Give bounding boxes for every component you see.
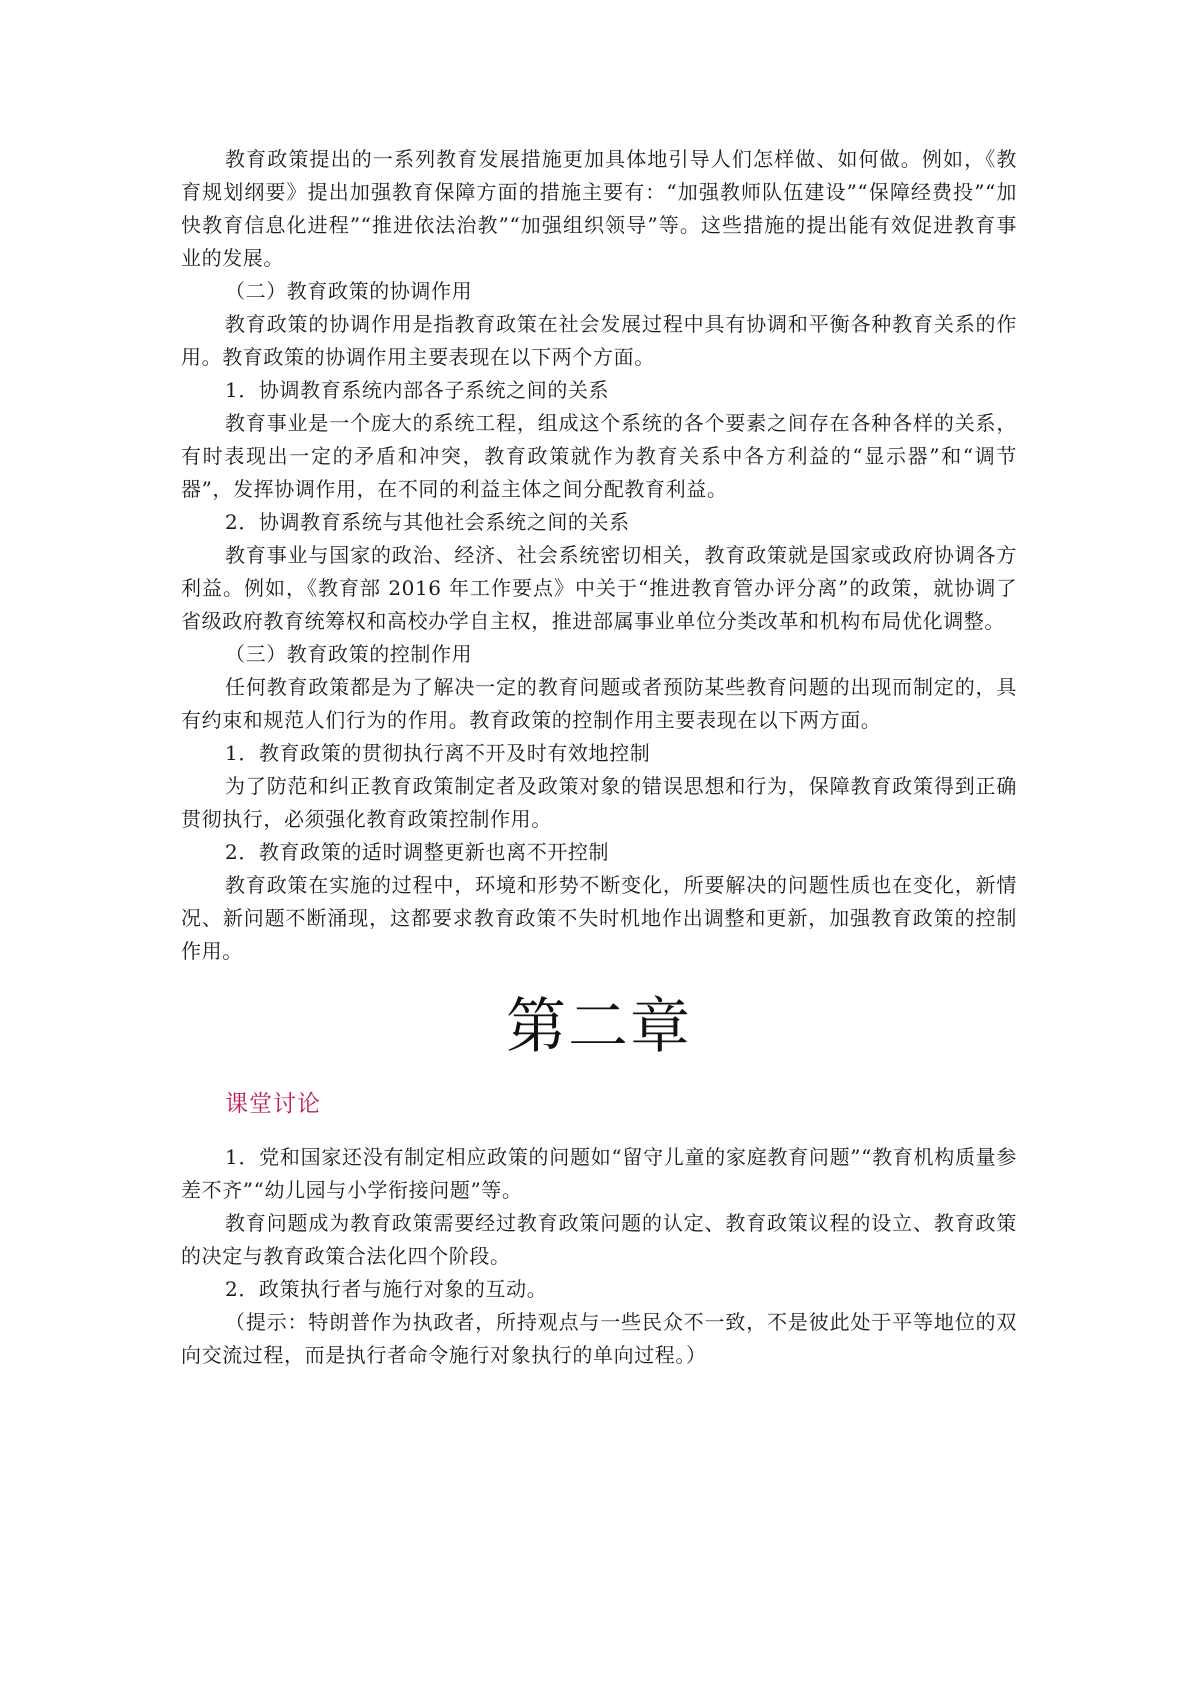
discussion-title: 课堂讨论	[225, 1091, 321, 1117]
heading-external-coordination: 2．协调教育系统与其他社会系统之间的关系	[225, 510, 630, 534]
paragraph-control-role: 任何教育政策都是为了解决一定的教育问题或者预防某些教育问题的出现而制定的，具有约束和规范人们行为的作用。教育政策的控制作用主要表现在以下两方面。	[181, 675, 1017, 732]
heading-adjustment-control: 2．教育政策的适时调整更新也离不开控制	[225, 840, 610, 864]
heading-control-role: （三）教育政策的控制作用	[225, 642, 473, 666]
heading-internal-coordination: 1．协调教育系统内部各子系统之间的关系	[225, 378, 610, 402]
chapter-title: 第二章	[506, 992, 692, 1062]
paragraph-external-coordination: 教育事业与国家的政治、经济、社会系统密切相关，教育政策就是国家或政府协调各方利益。例如，《教育部 2016 年工作要点》中关于“推进教育管办评分离”的政策，就协调了省级政府教育统筹权和高校办学自主权，推进部属事业单位分类改革和机构布局优化调整。	[181, 543, 1017, 633]
paragraph-coordination-role: 教育政策的协调作用是指教育政策在社会发展过程中具有协调和平衡各种教育关系的作用。教育政策的协调作用主要表现在以下两个方面。	[181, 312, 1017, 369]
discussion-item-1: 1．党和国家还没有制定相应政策的问题如“留守儿童的家庭教育问题”“教育机构质量参差不齐”“幼儿园与小学衔接问题”等。	[181, 1145, 1017, 1202]
paragraph-measures-intro: 教育政策提出的一系列教育发展措施更加具体地引导人们怎样做、如何做。例如，《教育规划纲要》提出加强教育保障方面的措施主要有：“加强教师队伍建设”“保障经费投”“加快教育信息化进程”“推进依法治教”“加强组织领导”等。这些措施的提出能有效促进教育事业的发展。	[181, 147, 1017, 270]
paragraph-implementation-control: 为了防范和纠正教育政策制定者及政策对象的错误思想和行为，保障教育政策得到正确贯彻执行，必须强化教育政策控制作用。	[181, 774, 1017, 831]
paragraph-internal-coordination: 教育事业是一个庞大的系统工程，组成这个系统的各个要素之间存在各种各样的关系，有时表现出一定的矛盾和冲突，教育政策就作为教育关系中各方利益的“显示器”和“调节器”，发挥协调作用，在不同的利益主体之间分配教育利益。	[181, 411, 1017, 501]
heading-coordination-role: （二）教育政策的协调作用	[225, 279, 473, 303]
discussion-item-1-answer: 教育问题成为教育政策需要经过教育政策问题的认定、教育政策议程的设立、教育政策的决定与教育政策合法化四个阶段。	[181, 1211, 1017, 1268]
page-content	[181, 143, 1017, 1372]
discussion-item-2: 2．政策执行者与施行对象的互动。	[225, 1277, 548, 1301]
discussion-item-2-hint: （提示：特朗普作为执政者，所持观点与一些民众不一致，不是彼此处于平等地位的双向交流过程，而是执行者命令施行对象执行的单向过程。）	[181, 1310, 1017, 1367]
heading-implementation-control: 1．教育政策的贯彻执行离不开及时有效地控制	[225, 741, 651, 765]
paragraph-adjustment-control: 教育政策在实施的过程中，环境和形势不断变化，所要解决的问题性质也在变化，新情况、新问题不断涌现，这都要求教育政策不失时机地作出调整和更新，加强教育政策的控制作用。	[181, 873, 1017, 963]
